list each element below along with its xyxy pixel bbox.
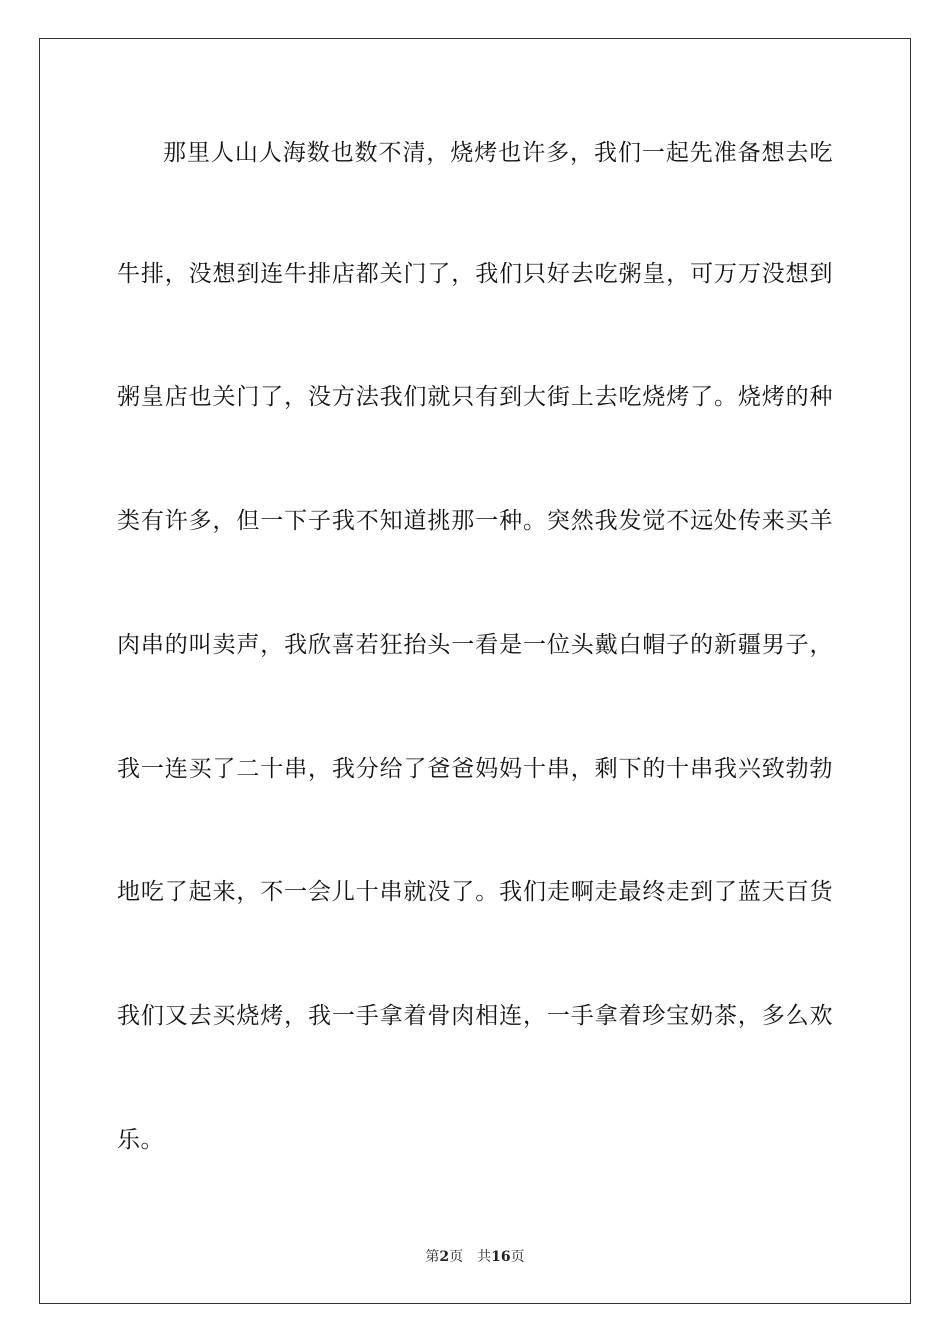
body-text-line-5: 肉串的叫卖声，我欣喜若狂抬头一看是一位头戴白帽子的新疆男子， bbox=[117, 632, 833, 658]
footer-total-prefix: 共 bbox=[477, 1249, 492, 1265]
footer-page-suffix: 页 bbox=[449, 1249, 464, 1265]
body-text-line-9: 乐。 bbox=[117, 1127, 164, 1153]
body-text-line-3: 粥皇店也关门了，没方法我们就只有到大街上去吃烧烤了。烧烤的种 bbox=[117, 384, 833, 410]
body-text-line-8: 我们又去买烧烤，我一手拿着骨肉相连，一手拿着珍宝奶茶，多么欢 bbox=[117, 1003, 833, 1029]
body-text-line-2: 牛排，没想到连牛排店都关门了，我们只好去吃粥皇，可万万没想到 bbox=[117, 261, 833, 287]
footer-total-number: 16 bbox=[491, 1249, 511, 1265]
footer-total-suffix: 页 bbox=[510, 1249, 525, 1265]
body-text-line-1: 那里人山人海数也数不清，烧烤也许多，我们一起先准备想去吃 bbox=[163, 140, 833, 166]
page-frame bbox=[39, 38, 911, 1304]
footer-page-number: 2 bbox=[439, 1249, 450, 1265]
page-footer bbox=[0, 1247, 950, 1267]
body-text-line-6: 我一连买了二十串，我分给了爸爸妈妈十串，剩下的十串我兴致勃勃 bbox=[117, 756, 833, 782]
body-text-line-7: 地吃了起来，不一会儿十串就没了。我们走啊走最终走到了蓝天百货 bbox=[117, 879, 833, 905]
footer-page-prefix: 第 bbox=[425, 1249, 440, 1265]
body-text-line-4: 类有许多，但一下子我不知道挑那一种。突然我发觉不远处传来买羊 bbox=[117, 508, 833, 534]
